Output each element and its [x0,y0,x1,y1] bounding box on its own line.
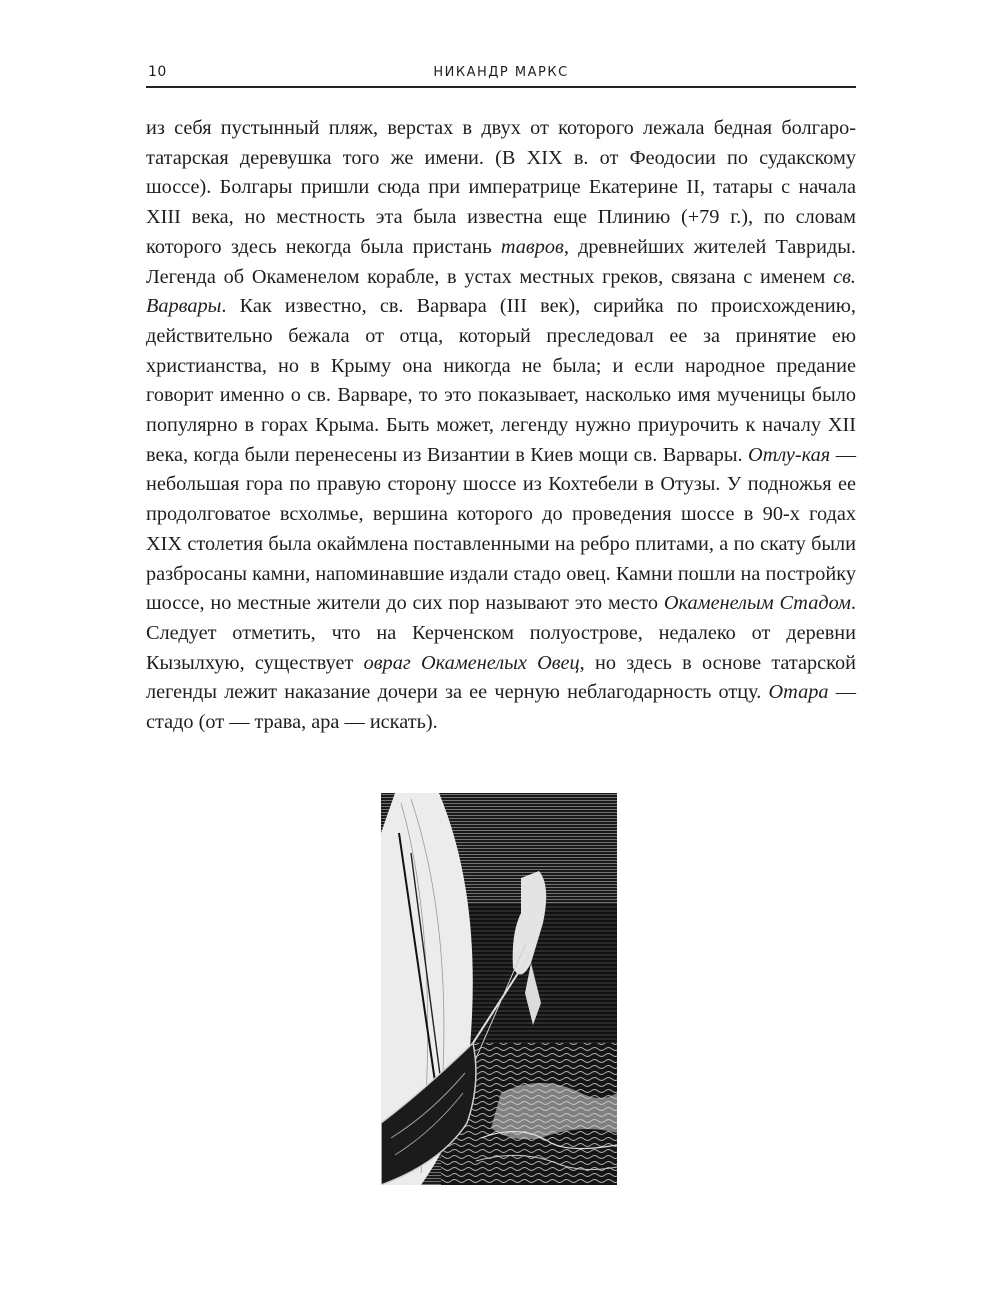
page-number: 10 [148,64,167,80]
italic-term: св. Варвары [146,265,856,318]
italic-term: Окаменелым Стадом [663,592,851,615]
engraving-illustration [381,793,617,1185]
italic-term: Отара [768,681,829,704]
text-run: . Следует отметить, что на Керченском полуострове, недалеко от деревни Кызылхую, существует [146,592,856,674]
text-run: — небольшая гора по правую сторону шоссе из Кохтебели в Отузы. У подножья ее продолговатое всхолмье, вершина которого до проведения шоссе в 90-х годах XIX столетия была окаймлена поставленными на ребро плитами, а по скату были разбросаны камни, напоминавшие издали стадо овец. Камни пошли на постройку шоссе, но местные жители до сих пор называют это место [146,443,856,615]
engraving-ship-sail [381,793,617,1185]
italic-term: овраг Окаменелых Овец [363,651,580,674]
text-run: — стадо (от — трава, ара — искать). [146,681,856,734]
running-title: НИКАНДР МАРКС [433,65,569,80]
text-run: из себя пустынный пляж, верстах в двух от которого лежала бедная болгаро-татарская деревушка того же имени. (В XIX в. от Феодосии по судакскому шоссе). Болгары пришли сюда при императрице Екатерине II, татары с начала XIII века, но местность эта была известна еще Плинию (+79 г.), по словам которого здесь некогда была пристань [146,117,856,258]
text-run: , древнейших жителей Тавриды. Легенда об Окаменелом корабле, в устах местных греков, связана с именем [146,235,856,288]
italic-term: тавров [500,235,564,258]
italic-term: Отлу-кая [748,443,831,466]
running-head [146,62,856,88]
body-paragraph [146,114,856,738]
text-run: . Как известно, св. Варвара (III век), сирийка по происхождению, действительно бежала от отца, который преследовал ее за принятие ею христианства, но в Крыму она никогда не была; и если народное предание говорит именно о св. Варваре, то это показывает, насколько имя мученицы было популярно в горах Крыма. Быть может, легенду нужно приурочить к началу XII века, когда были перенесены из Византии в Киев мощи св. Варвары. [146,295,856,466]
text-run: , но здесь в основе татарской легенды лежит наказание дочери за ее черную неблагодарность отцу. [146,651,856,704]
